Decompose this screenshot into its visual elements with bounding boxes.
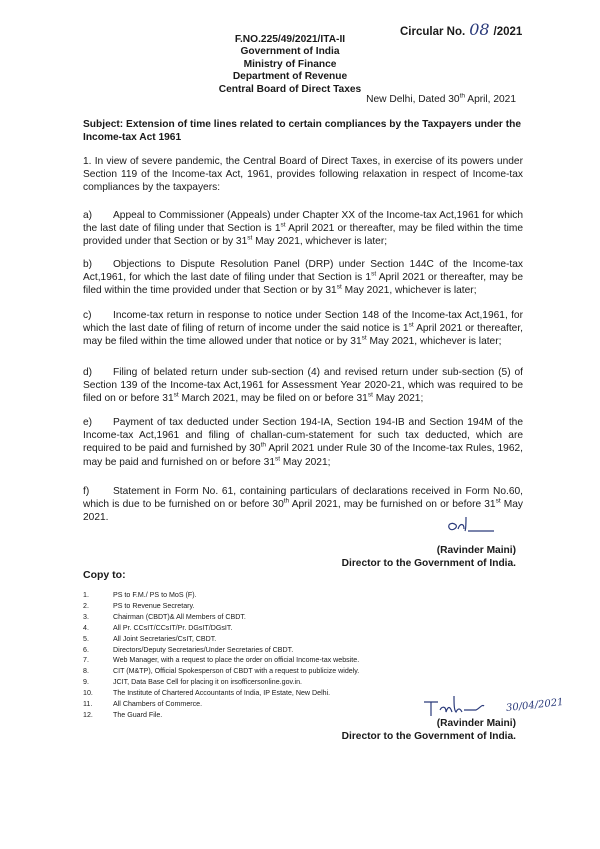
- item-text: May 2021.: [83, 499, 523, 524]
- item-text: April 2021 or thereafter, may be filed within the time provided under that Section or by 31: [83, 223, 523, 248]
- list-item: [83, 645, 359, 656]
- item-text: May 2021, whichever is later;: [341, 285, 477, 297]
- sup: st: [280, 221, 286, 229]
- sup: st: [371, 270, 377, 278]
- list-item: [83, 699, 359, 710]
- list-item: [83, 623, 359, 634]
- list-item: [83, 688, 359, 699]
- item-e: [83, 416, 523, 469]
- circular-suffix: /2021: [493, 26, 523, 38]
- sup: st: [173, 392, 179, 400]
- list-item: [83, 590, 359, 601]
- sup: th: [283, 497, 290, 505]
- item-text: Appeal to Commissioner (Appeals) under Chapter XX of the Income-tax Act,1961 for which the last date of filing under that Section is 1: [83, 210, 523, 235]
- item-d: [83, 366, 523, 406]
- sup: th: [260, 442, 267, 450]
- list-item-text: Directors/Deputy Secretaries/Under Secretaries of CBDT.: [113, 645, 294, 654]
- circular-prefix: Circular No.: [400, 26, 466, 38]
- signature-block-1: [342, 544, 516, 570]
- signature-block-2: [342, 717, 516, 743]
- list-item-text: Chairman (CBDT)& All Members of CBDT.: [113, 612, 246, 621]
- paragraph-1: 1. In view of severe pandemic, the Central Board of Direct Taxes, in exercise of its powers under Section 119 of the Income-tax Act, 1961, provides following relaxation in respect of Income-tax compliances by the taxpayers:: [83, 156, 523, 194]
- file-number: F.NO.225/49/2021/ITA-II: [234, 34, 346, 45]
- list-item-number: 4.: [83, 623, 89, 632]
- list-item-number: 6.: [83, 645, 89, 654]
- list-item-number: 8.: [83, 667, 89, 676]
- list-item-number: 5.: [83, 634, 89, 643]
- signatory-name: (Ravinder Maini): [436, 545, 516, 556]
- circular-handwritten-number: 08: [469, 20, 490, 39]
- list-item-number: 10.: [83, 689, 93, 698]
- list-item: [83, 634, 359, 645]
- item-text: Statement in Form No. 61, containing particulars of declarations received in Form No.60, which is due to be furnished on or before 30: [83, 486, 523, 511]
- header-line: Ministry of Finance: [243, 58, 337, 70]
- item-label: e): [83, 417, 93, 428]
- item-b: [83, 258, 523, 298]
- item-text: Filing of belated return under sub-section (4) and revised return under sub-section (5) of Section 139 of the Income-tax Act,1961 for Assessment Year 2020-21, which was required to be filed on or before 31: [83, 367, 523, 405]
- item-text: April 2021, may be furnished on or before 31: [289, 499, 496, 511]
- list-item-number: 12.: [83, 710, 93, 719]
- list-item: [83, 655, 359, 666]
- list-item-number: 11.: [83, 700, 93, 709]
- handwritten-date: 30/04/2021: [505, 697, 565, 714]
- item-text: May 2021, whichever is later;: [252, 236, 388, 248]
- item-label: f): [83, 486, 90, 497]
- copy-to-heading: Copy to:: [83, 569, 126, 581]
- item-text: March 2021, may be filed on or before 31: [178, 393, 368, 405]
- list-item: [83, 612, 359, 623]
- item-label: a): [83, 210, 93, 221]
- date-sup: th: [459, 92, 466, 100]
- list-item-number: 9.: [83, 678, 89, 687]
- date-post: April, 2021: [465, 94, 516, 105]
- date-line: [366, 94, 516, 105]
- item-text: Income-tax return in response to notice under Section 148 of the Income-tax Act,1961, for which the last date of filing of return of income under the said notice is 1: [83, 310, 523, 335]
- header-line: Central Board of Direct Taxes: [218, 83, 362, 95]
- item-text: May 2021;: [372, 393, 424, 405]
- list-item: [83, 677, 359, 688]
- list-item-text: PS to F.M./ PS to MoS (F).: [113, 591, 197, 599]
- signatory-title: Director to the Government of India.: [341, 558, 516, 569]
- list-item-text: Web Manager, with a request to place the order on official Income-tax website.: [113, 656, 360, 665]
- header-line: Government of India: [240, 46, 340, 58]
- header-line: Department of Revenue: [232, 71, 348, 83]
- item-text: May 2021, whichever is later;: [366, 336, 502, 348]
- item-label: d): [83, 367, 93, 378]
- item-text: Payment of tax deducted under Section 194-IA, Section 194-IB and Section 194M of the Income-tax Act,1961 and filing of challan-cum-statement for such tax deducted, which are required to be paid and furnished by 30: [83, 417, 523, 455]
- signatory-title: Director to the Government of India.: [341, 731, 516, 742]
- list-item-text: JCIT, Data Base Cell for placing it on irsofficersonline.gov.in.: [113, 678, 302, 687]
- list-item-number: 3.: [83, 612, 89, 621]
- item-text: April 2021 or thereafter, may be filed within the time provided under that Section or by 31: [83, 272, 523, 297]
- signatory-name: (Ravinder Maini): [436, 718, 516, 729]
- list-item: [83, 710, 359, 721]
- sup: st: [275, 455, 281, 463]
- list-item-text: CIT (M&TP), Official Spokesperson of CBDT with a request to publicize widely.: [113, 667, 360, 676]
- sup: st: [408, 321, 414, 329]
- date-pre: New Delhi, Dated 30: [366, 94, 460, 105]
- list-item-text: All Joint Secretaries/CsIT, CBDT.: [113, 634, 217, 643]
- item-label: b): [83, 259, 93, 270]
- sup: st: [361, 335, 367, 343]
- signature-1-icon: [444, 513, 534, 541]
- letterhead: [150, 34, 430, 96]
- list-item: [83, 601, 359, 612]
- item-text: April 2021 under Rule 30 of the Income-tax Rules, 1962, may be paid and furnished on or before 31: [83, 443, 523, 468]
- subject: Subject: Extension of time lines related to certain compliances by the Taxpayers under the Income-tax Act 1961: [83, 119, 521, 143]
- item-text: Objections to Dispute Resolution Panel (DRP) under Section 144C of the Income-tax Act,1961, for which the last date of filing under that Section is 1: [83, 259, 523, 284]
- copy-to-list: [83, 590, 359, 721]
- list-item-text: All Pr. CCsIT/CCsIT/Pr. DGsIT/DGsIT.: [113, 623, 233, 632]
- item-label: c): [83, 310, 92, 321]
- item-text: May 2021;: [280, 456, 331, 468]
- item-text: April 2021 or thereafter, may be filed within the time allowed under that notice or by 31: [83, 323, 524, 348]
- list-item-number: 1.: [83, 591, 89, 599]
- list-item-number: 2.: [83, 601, 89, 610]
- item-a: [83, 209, 523, 249]
- list-item-text: PS to Revenue Secretary.: [113, 601, 195, 610]
- list-item-text: All Chambers of Commerce.: [113, 700, 203, 709]
- list-item-text: The Institute of Chartered Accountants of India, IP Estate, New Delhi.: [113, 689, 331, 698]
- list-item-number: 7.: [83, 656, 89, 665]
- item-c: [83, 309, 523, 349]
- sup: st: [336, 284, 342, 292]
- list-item-text: The Guard File.: [113, 710, 163, 719]
- sup: st: [367, 392, 373, 400]
- list-item: [83, 666, 359, 677]
- sup: st: [495, 497, 501, 505]
- sup: st: [247, 235, 253, 243]
